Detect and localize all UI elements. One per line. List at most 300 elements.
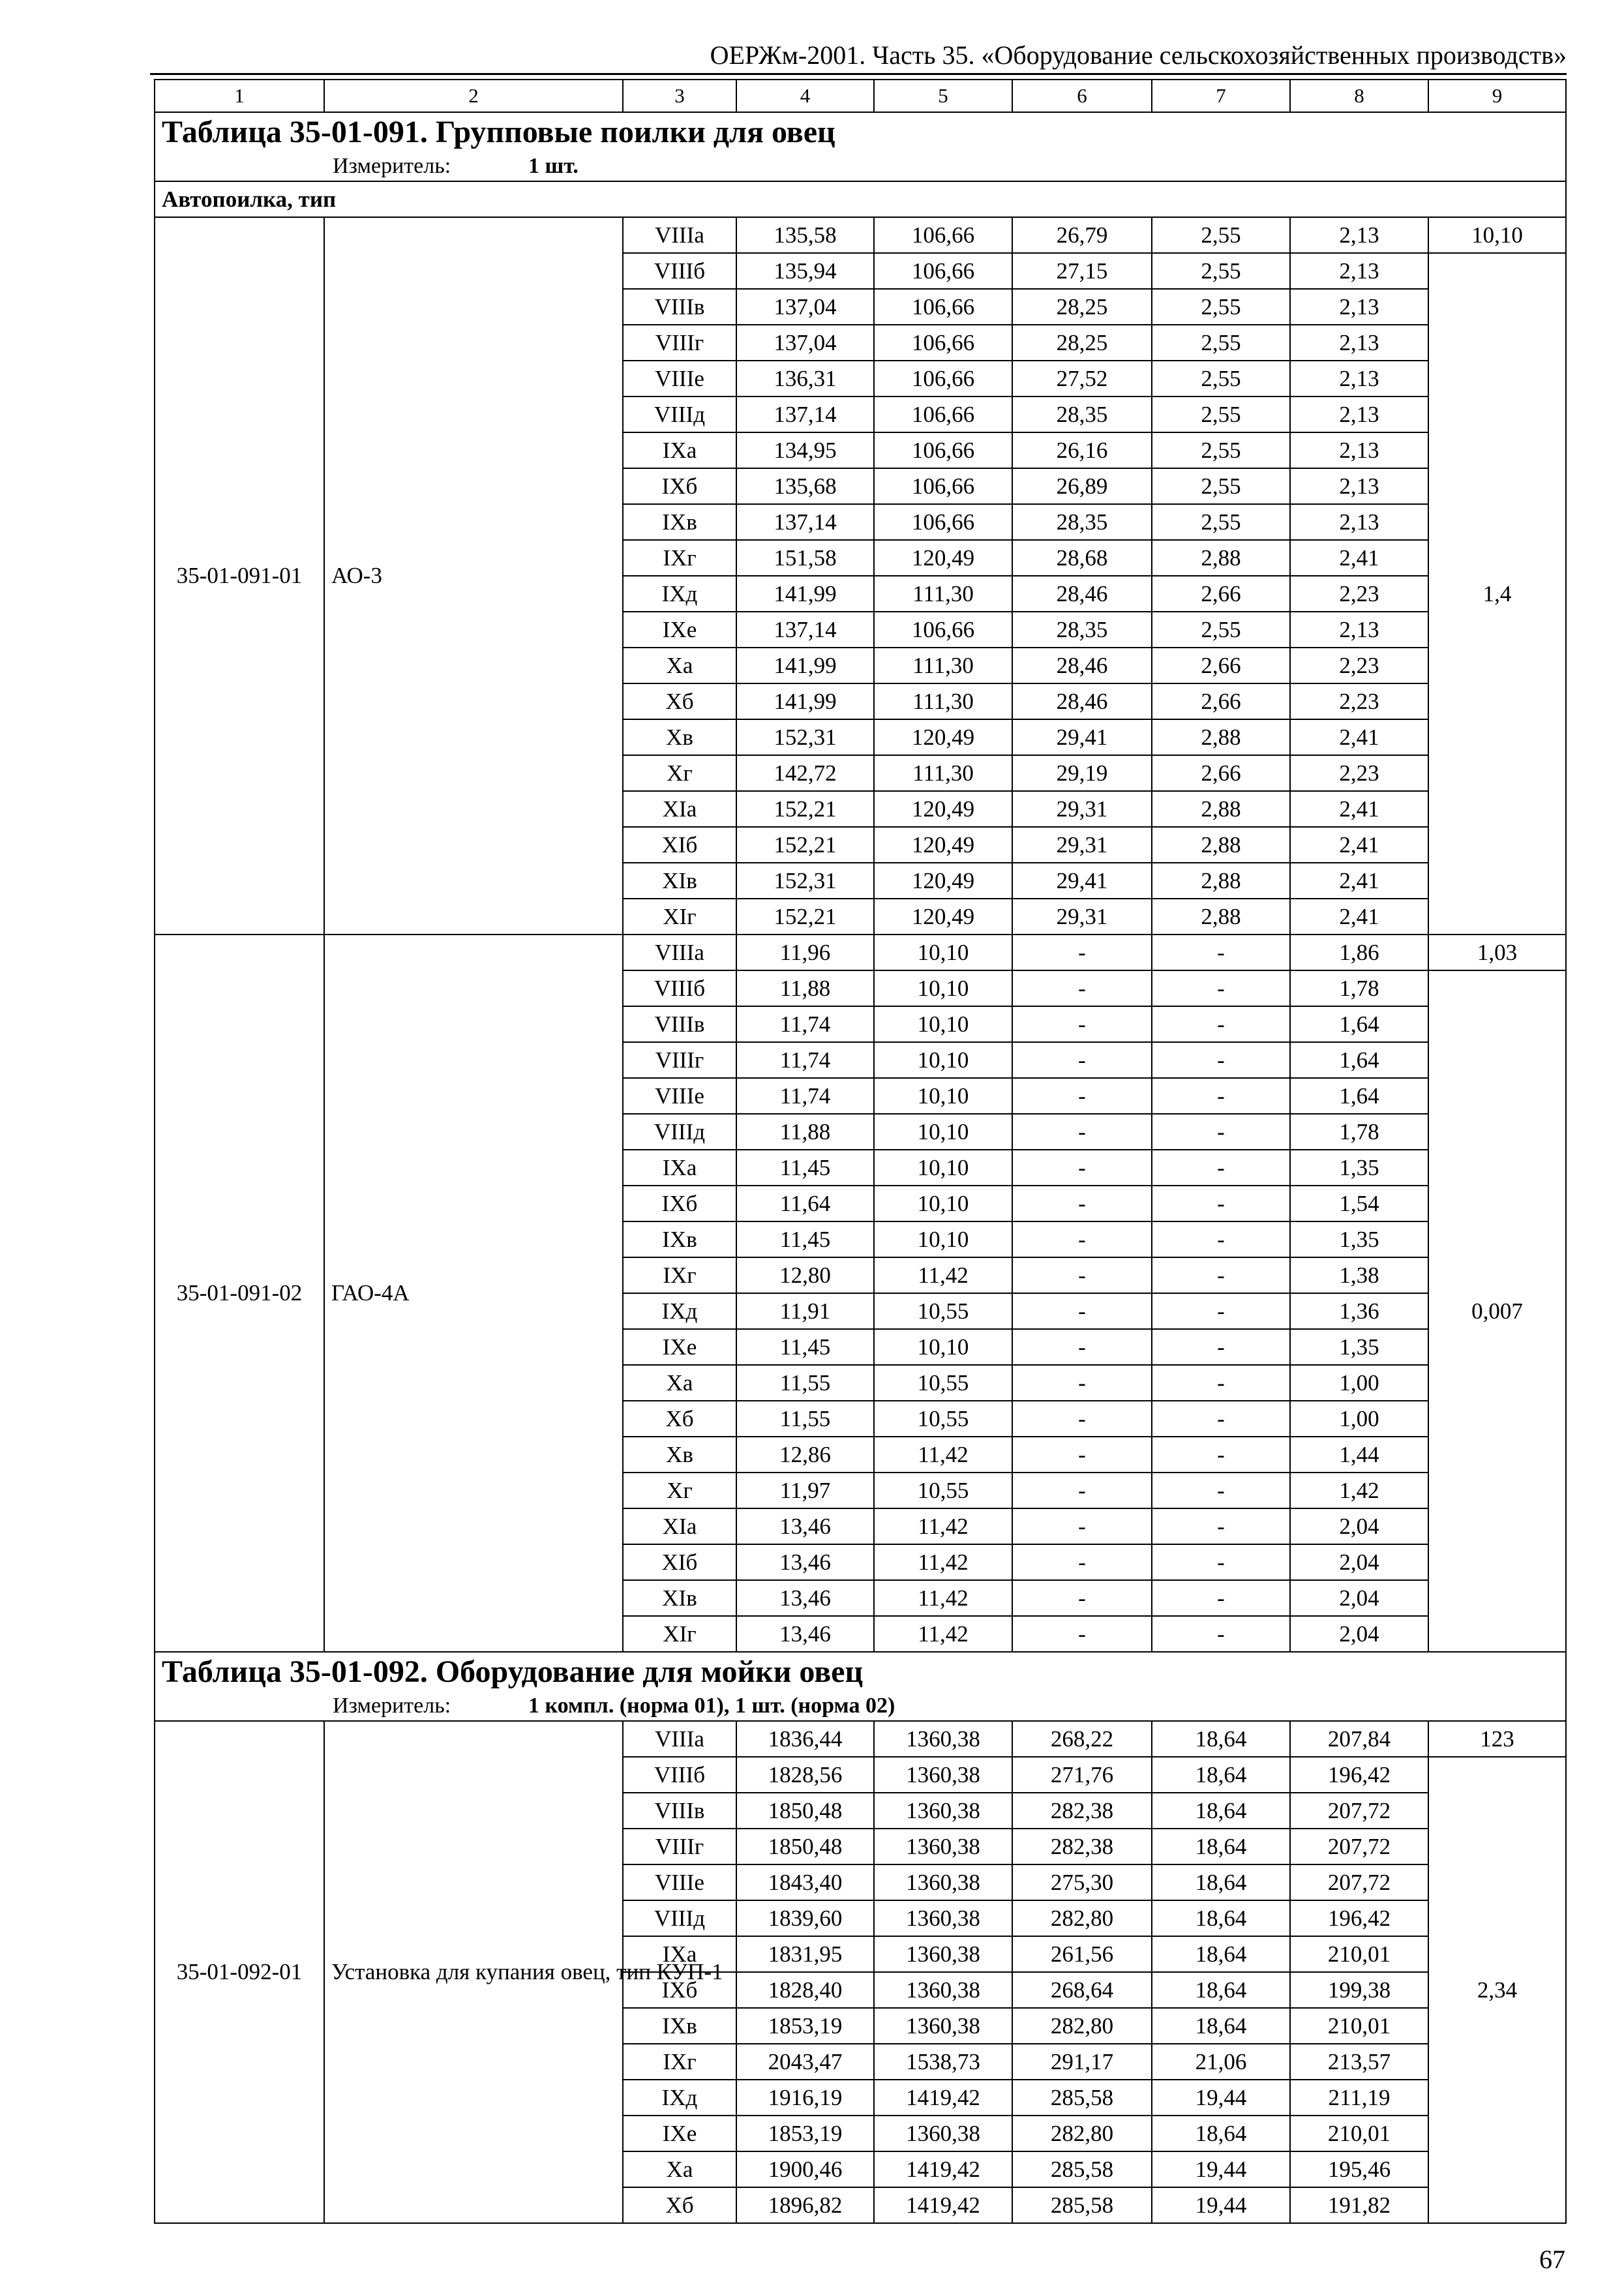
cell: 210,01	[1290, 1936, 1428, 1972]
cell: 28,46	[1012, 683, 1152, 719]
cell: 28,46	[1012, 648, 1152, 683]
cell: 1843,40	[736, 1864, 874, 1900]
cell: 18,64	[1152, 2116, 1290, 2151]
cell: -	[1012, 1150, 1152, 1186]
cell: 275,30	[1012, 1864, 1152, 1900]
table-caption	[155, 112, 1566, 181]
column-number: 9	[1428, 80, 1566, 112]
cell: 10,55	[874, 1365, 1012, 1401]
cell: -	[1012, 1473, 1152, 1508]
cell: 1828,56	[736, 1757, 874, 1793]
cell: 11,64	[736, 1186, 874, 1221]
cell: 26,16	[1012, 432, 1152, 468]
cell: 2,88	[1152, 791, 1290, 827]
cell: Xв	[623, 719, 736, 755]
cell: 106,66	[874, 504, 1012, 540]
cell: 19,44	[1152, 2080, 1290, 2116]
cell: 271,76	[1012, 1757, 1152, 1793]
cell: 152,21	[736, 791, 874, 827]
cell: 10,10	[874, 1114, 1012, 1150]
cell: 1828,40	[736, 1972, 874, 2008]
column-number: 7	[1152, 80, 1290, 112]
cell: XIа	[623, 1508, 736, 1544]
cell: 2,41	[1290, 827, 1428, 863]
cell: VIIIа	[623, 217, 736, 253]
cell: 2,13	[1290, 289, 1428, 325]
cell: 2,66	[1152, 648, 1290, 683]
cell: 2,13	[1290, 504, 1428, 540]
cell: IXг	[623, 1257, 736, 1293]
cell: 120,49	[874, 827, 1012, 863]
cell: -	[1012, 1580, 1152, 1616]
cell: XIг	[623, 899, 736, 935]
cell: 11,45	[736, 1150, 874, 1186]
cell: 1360,38	[874, 1829, 1012, 1864]
cell: 2,41	[1290, 791, 1428, 827]
cell: 18,64	[1152, 1793, 1290, 1829]
cell: IXб	[623, 468, 736, 504]
cell: 11,74	[736, 1042, 874, 1078]
cell: 142,72	[736, 755, 874, 791]
cell: 12,80	[736, 1257, 874, 1293]
cell: 106,66	[874, 325, 1012, 361]
cell: XIа	[623, 791, 736, 827]
cell: XIг	[623, 1616, 736, 1652]
cell: 120,49	[874, 899, 1012, 935]
cell: 10,10	[874, 1329, 1012, 1365]
cell: 210,01	[1290, 2116, 1428, 2151]
measure-label: Измеритель:	[333, 1694, 451, 1718]
cell: 11,91	[736, 1293, 874, 1329]
cell: IXд	[623, 576, 736, 612]
cell: VIIIг	[623, 1829, 736, 1864]
cell: 13,46	[736, 1580, 874, 1616]
cell: 106,66	[874, 468, 1012, 504]
cell: 106,66	[874, 396, 1012, 432]
cell: 10,10	[874, 1006, 1012, 1042]
cell: 1360,38	[874, 1936, 1012, 1972]
cell: 1360,38	[874, 2116, 1012, 2151]
cell: 282,80	[1012, 2008, 1152, 2044]
cell: 1360,38	[874, 1864, 1012, 1900]
equipment-name: АО-3	[324, 217, 623, 935]
equipment-name: ГАО-4А	[324, 935, 623, 1652]
cell: 28,46	[1012, 576, 1152, 612]
cell: 28,25	[1012, 289, 1152, 325]
cell: 29,31	[1012, 791, 1152, 827]
cell: 11,45	[736, 1221, 874, 1257]
cell: 1916,19	[736, 2080, 874, 2116]
norm-code: 35-01-092-01	[155, 1721, 324, 2223]
cell: -	[1012, 1365, 1152, 1401]
table-row	[155, 217, 1566, 253]
cell: -	[1012, 935, 1152, 970]
table-title: Таблица 35-01-091. Групповые поилки для овец	[162, 115, 835, 149]
cell: 10,10	[874, 1042, 1012, 1078]
cell: XIб	[623, 827, 736, 863]
group-row	[155, 181, 1566, 217]
col9-value: 10,10	[1428, 217, 1566, 253]
cell: 195,46	[1290, 2151, 1428, 2187]
cell: IXе	[623, 612, 736, 648]
cell: 111,30	[874, 576, 1012, 612]
cell: VIIIв	[623, 1793, 736, 1829]
column-number: 2	[324, 80, 623, 112]
cell: VIIIд	[623, 396, 736, 432]
cell: -	[1152, 1257, 1290, 1293]
cell: 2,13	[1290, 396, 1428, 432]
cell: 27,52	[1012, 361, 1152, 396]
cell: -	[1012, 970, 1152, 1006]
cell: 120,49	[874, 540, 1012, 576]
cell: 1,64	[1290, 1006, 1428, 1042]
cell: 10,10	[874, 935, 1012, 970]
cell: 1850,48	[736, 1793, 874, 1829]
table-row	[155, 1721, 1566, 1757]
cell: 2,13	[1290, 253, 1428, 289]
cell: 2,04	[1290, 1544, 1428, 1580]
cell: 29,41	[1012, 863, 1152, 899]
cell: 13,46	[736, 1544, 874, 1580]
cell: 1538,73	[874, 2044, 1012, 2080]
cell: 1,38	[1290, 1257, 1428, 1293]
cell: 1,54	[1290, 1186, 1428, 1221]
cell: 2,55	[1152, 396, 1290, 432]
cell: -	[1152, 935, 1290, 970]
cell: -	[1152, 1006, 1290, 1042]
cell: 2,55	[1152, 289, 1290, 325]
cell: 18,64	[1152, 1721, 1290, 1757]
cell: -	[1152, 1544, 1290, 1580]
cell: 2,13	[1290, 612, 1428, 648]
cell: 106,66	[874, 217, 1012, 253]
cell: IXа	[623, 1150, 736, 1186]
measure-line	[162, 152, 1559, 181]
cell: 106,66	[874, 253, 1012, 289]
cell: 2,13	[1290, 432, 1428, 468]
column-number: 6	[1012, 80, 1152, 112]
cell: 268,64	[1012, 1972, 1152, 2008]
cell: 29,41	[1012, 719, 1152, 755]
cell: -	[1152, 1365, 1290, 1401]
cell: 11,96	[736, 935, 874, 970]
cell: 199,38	[1290, 1972, 1428, 2008]
cell: 2,88	[1152, 540, 1290, 576]
col9-value: 123	[1428, 1721, 1566, 1757]
cell: 211,19	[1290, 2080, 1428, 2116]
equipment-name: Установка для купания овец, тип КУП-1	[324, 1721, 623, 2223]
cell: IXб	[623, 1972, 736, 2008]
cell: 11,42	[874, 1508, 1012, 1544]
header-rule	[150, 73, 1567, 75]
cell: Xб	[623, 1401, 736, 1437]
cell: VIIIд	[623, 1900, 736, 1936]
cell: 2,04	[1290, 1508, 1428, 1544]
cell: 10,10	[874, 970, 1012, 1006]
cell: 2,41	[1290, 863, 1428, 899]
cell: 2,88	[1152, 863, 1290, 899]
norms-table	[154, 79, 1567, 2224]
cell: 1,36	[1290, 1293, 1428, 1329]
cell: 19,44	[1152, 2151, 1290, 2187]
cell: 152,31	[736, 863, 874, 899]
cell: -	[1152, 1401, 1290, 1437]
cell: 1839,60	[736, 1900, 874, 1936]
cell: -	[1012, 1437, 1152, 1473]
running-header: ОЕРЖм-2001. Часть 35. «Оборудование сельскохозяйственных производств»	[710, 40, 1567, 70]
cell: 1419,42	[874, 2080, 1012, 2116]
cell: 1,44	[1290, 1437, 1428, 1473]
cell: 2,55	[1152, 432, 1290, 468]
cell: 2,13	[1290, 325, 1428, 361]
cell: 11,42	[874, 1616, 1012, 1652]
cell: 1419,42	[874, 2187, 1012, 2223]
cell: 1,00	[1290, 1365, 1428, 1401]
cell: -	[1012, 1329, 1152, 1365]
cell: 282,80	[1012, 2116, 1152, 2151]
cell: 27,15	[1012, 253, 1152, 289]
cell: -	[1012, 1293, 1152, 1329]
cell: VIIIе	[623, 361, 736, 396]
column-number: 1	[155, 80, 324, 112]
cell: -	[1152, 1616, 1290, 1652]
cell: 28,35	[1012, 504, 1152, 540]
table-title: Таблица 35-01-092. Оборудование для мойки овец	[162, 1654, 864, 1689]
cell: 18,64	[1152, 1829, 1290, 1864]
cell: 10,10	[874, 1186, 1012, 1221]
cell: -	[1012, 1544, 1152, 1580]
cell: 1360,38	[874, 1721, 1012, 1757]
cell: 1,78	[1290, 1114, 1428, 1150]
measure-value: 1 шт.	[528, 154, 579, 178]
cell: Xв	[623, 1437, 736, 1473]
cell: 11,74	[736, 1006, 874, 1042]
cell: -	[1152, 1508, 1290, 1544]
cell: 196,42	[1290, 1757, 1428, 1793]
cell: -	[1012, 1006, 1152, 1042]
cell: 11,42	[874, 1257, 1012, 1293]
cell: 12,86	[736, 1437, 874, 1473]
cell: 11,88	[736, 1114, 874, 1150]
cell: 28,35	[1012, 612, 1152, 648]
cell: 28,35	[1012, 396, 1152, 432]
cell: IXв	[623, 1221, 736, 1257]
cell: VIIIд	[623, 1114, 736, 1150]
cell: -	[1152, 1293, 1290, 1329]
cell: 2,41	[1290, 899, 1428, 935]
cell: 106,66	[874, 612, 1012, 648]
cell: 285,58	[1012, 2187, 1152, 2223]
cell: 152,21	[736, 899, 874, 935]
cell: 1836,44	[736, 1721, 874, 1757]
cell: 10,10	[874, 1078, 1012, 1114]
cell: 11,97	[736, 1473, 874, 1508]
cell: -	[1152, 1437, 1290, 1473]
cell: 19,44	[1152, 2187, 1290, 2223]
column-number: 3	[623, 80, 736, 112]
cell: VIIIв	[623, 289, 736, 325]
cell: 1900,46	[736, 2151, 874, 2187]
cell: 2,13	[1290, 361, 1428, 396]
cell: 21,06	[1152, 2044, 1290, 2080]
cell: 2,88	[1152, 719, 1290, 755]
column-number-row	[155, 80, 1566, 112]
cell: -	[1152, 1580, 1290, 1616]
cell: -	[1012, 1186, 1152, 1221]
cell: 18,64	[1152, 1864, 1290, 1900]
cell: 207,72	[1290, 1793, 1428, 1829]
col9-value: 1,03	[1428, 935, 1566, 970]
table-row	[155, 935, 1566, 970]
cell: 137,04	[736, 289, 874, 325]
cell: 207,84	[1290, 1721, 1428, 1757]
cell: 282,38	[1012, 1829, 1152, 1864]
cell: 2,23	[1290, 648, 1428, 683]
cell: 28,25	[1012, 325, 1152, 361]
cell: 1,42	[1290, 1473, 1428, 1508]
measure-label: Измеритель:	[333, 154, 451, 178]
cell: XIв	[623, 863, 736, 899]
measure-value: 1 компл. (норма 01), 1 шт. (норма 02)	[528, 1694, 895, 1718]
cell: VIIIг	[623, 325, 736, 361]
cell: 11,42	[874, 1580, 1012, 1616]
cell: IXе	[623, 2116, 736, 2151]
cell: IXа	[623, 1936, 736, 1972]
cell: -	[1012, 1616, 1152, 1652]
cell: 10,10	[874, 1221, 1012, 1257]
table-caption-row	[155, 112, 1566, 181]
cell: 29,19	[1012, 755, 1152, 791]
cell: 136,31	[736, 361, 874, 396]
cell: 282,80	[1012, 1900, 1152, 1936]
cell: 13,46	[736, 1616, 874, 1652]
cell: 207,72	[1290, 1864, 1428, 1900]
cell: 11,55	[736, 1365, 874, 1401]
cell: 210,01	[1290, 2008, 1428, 2044]
cell: VIIIб	[623, 253, 736, 289]
cell: 141,99	[736, 576, 874, 612]
cell: 1360,38	[874, 2008, 1012, 2044]
cell: 2,23	[1290, 683, 1428, 719]
table-caption-row	[155, 1652, 1566, 1721]
cell: IXв	[623, 2008, 736, 2044]
cell: 2,04	[1290, 1580, 1428, 1616]
cell: 120,49	[874, 863, 1012, 899]
cell: 1,35	[1290, 1329, 1428, 1365]
cell: IXа	[623, 432, 736, 468]
cell: 2,55	[1152, 361, 1290, 396]
cell: 26,79	[1012, 217, 1152, 253]
cell: 2,55	[1152, 325, 1290, 361]
cell: VIIIе	[623, 1078, 736, 1114]
cell: 2,66	[1152, 683, 1290, 719]
cell: 2,13	[1290, 217, 1428, 253]
cell: 11,45	[736, 1329, 874, 1365]
cell: IXд	[623, 2080, 736, 2116]
cell: VIIIа	[623, 1721, 736, 1757]
cell: -	[1152, 1078, 1290, 1114]
cell: 28,68	[1012, 540, 1152, 576]
cell: 10,55	[874, 1401, 1012, 1437]
cell: XIб	[623, 1544, 736, 1580]
cell: 213,57	[1290, 2044, 1428, 2080]
cell: VIIIг	[623, 1042, 736, 1078]
cell: 2,66	[1152, 576, 1290, 612]
cell: IXб	[623, 1186, 736, 1221]
column-number: 5	[874, 80, 1012, 112]
cell: 106,66	[874, 289, 1012, 325]
cell: 191,82	[1290, 2187, 1428, 2223]
cell: 11,74	[736, 1078, 874, 1114]
cell: 26,89	[1012, 468, 1152, 504]
cell: 18,64	[1152, 1900, 1290, 1936]
cell: 282,38	[1012, 1793, 1152, 1829]
cell: 1,78	[1290, 970, 1428, 1006]
group-label: Автопоилка, тип	[155, 181, 1566, 217]
cell: 2,04	[1290, 1616, 1428, 1652]
cell: 11,88	[736, 970, 874, 1006]
cell: -	[1012, 1257, 1152, 1293]
cell: 135,58	[736, 217, 874, 253]
cell: IXв	[623, 504, 736, 540]
cell: Xб	[623, 2187, 736, 2223]
cell: 2,41	[1290, 540, 1428, 576]
cell: 285,58	[1012, 2080, 1152, 2116]
cell: 1,64	[1290, 1042, 1428, 1078]
cell: 1360,38	[874, 1793, 1012, 1829]
cell: 2,55	[1152, 612, 1290, 648]
cell: 29,31	[1012, 827, 1152, 863]
column-number: 8	[1290, 80, 1428, 112]
cell: IXг	[623, 540, 736, 576]
cell: 29,31	[1012, 899, 1152, 935]
cell: VIIIа	[623, 935, 736, 970]
cell: 135,68	[736, 468, 874, 504]
cell: 1831,95	[736, 1936, 874, 1972]
cell: Xг	[623, 1473, 736, 1508]
cell: 1,35	[1290, 1150, 1428, 1186]
cell: Xа	[623, 1365, 736, 1401]
cell: 111,30	[874, 683, 1012, 719]
cell: 1419,42	[874, 2151, 1012, 2187]
cell: 11,55	[736, 1401, 874, 1437]
cell: 2,41	[1290, 719, 1428, 755]
cell: -	[1012, 1508, 1152, 1544]
cell: 2,88	[1152, 899, 1290, 935]
cell: 18,64	[1152, 1972, 1290, 2008]
cell: 11,42	[874, 1544, 1012, 1580]
cell: 2,23	[1290, 576, 1428, 612]
cell: -	[1012, 1042, 1152, 1078]
norm-code: 35-01-091-02	[155, 935, 324, 1652]
cell: 111,30	[874, 755, 1012, 791]
cell: 120,49	[874, 719, 1012, 755]
cell: 1,64	[1290, 1078, 1428, 1114]
cell: 10,10	[874, 1150, 1012, 1186]
cell: VIIIв	[623, 1006, 736, 1042]
cell: -	[1012, 1078, 1152, 1114]
cell: 13,46	[736, 1508, 874, 1544]
page-number: 67	[1539, 2245, 1565, 2274]
cell: Xб	[623, 683, 736, 719]
cell: -	[1012, 1401, 1152, 1437]
col9-value: 1,4	[1428, 253, 1566, 935]
cell: 106,66	[874, 361, 1012, 396]
cell: 2043,47	[736, 2044, 874, 2080]
cell: -	[1152, 1042, 1290, 1078]
cell: 2,55	[1152, 468, 1290, 504]
cell: 1,00	[1290, 1401, 1428, 1437]
